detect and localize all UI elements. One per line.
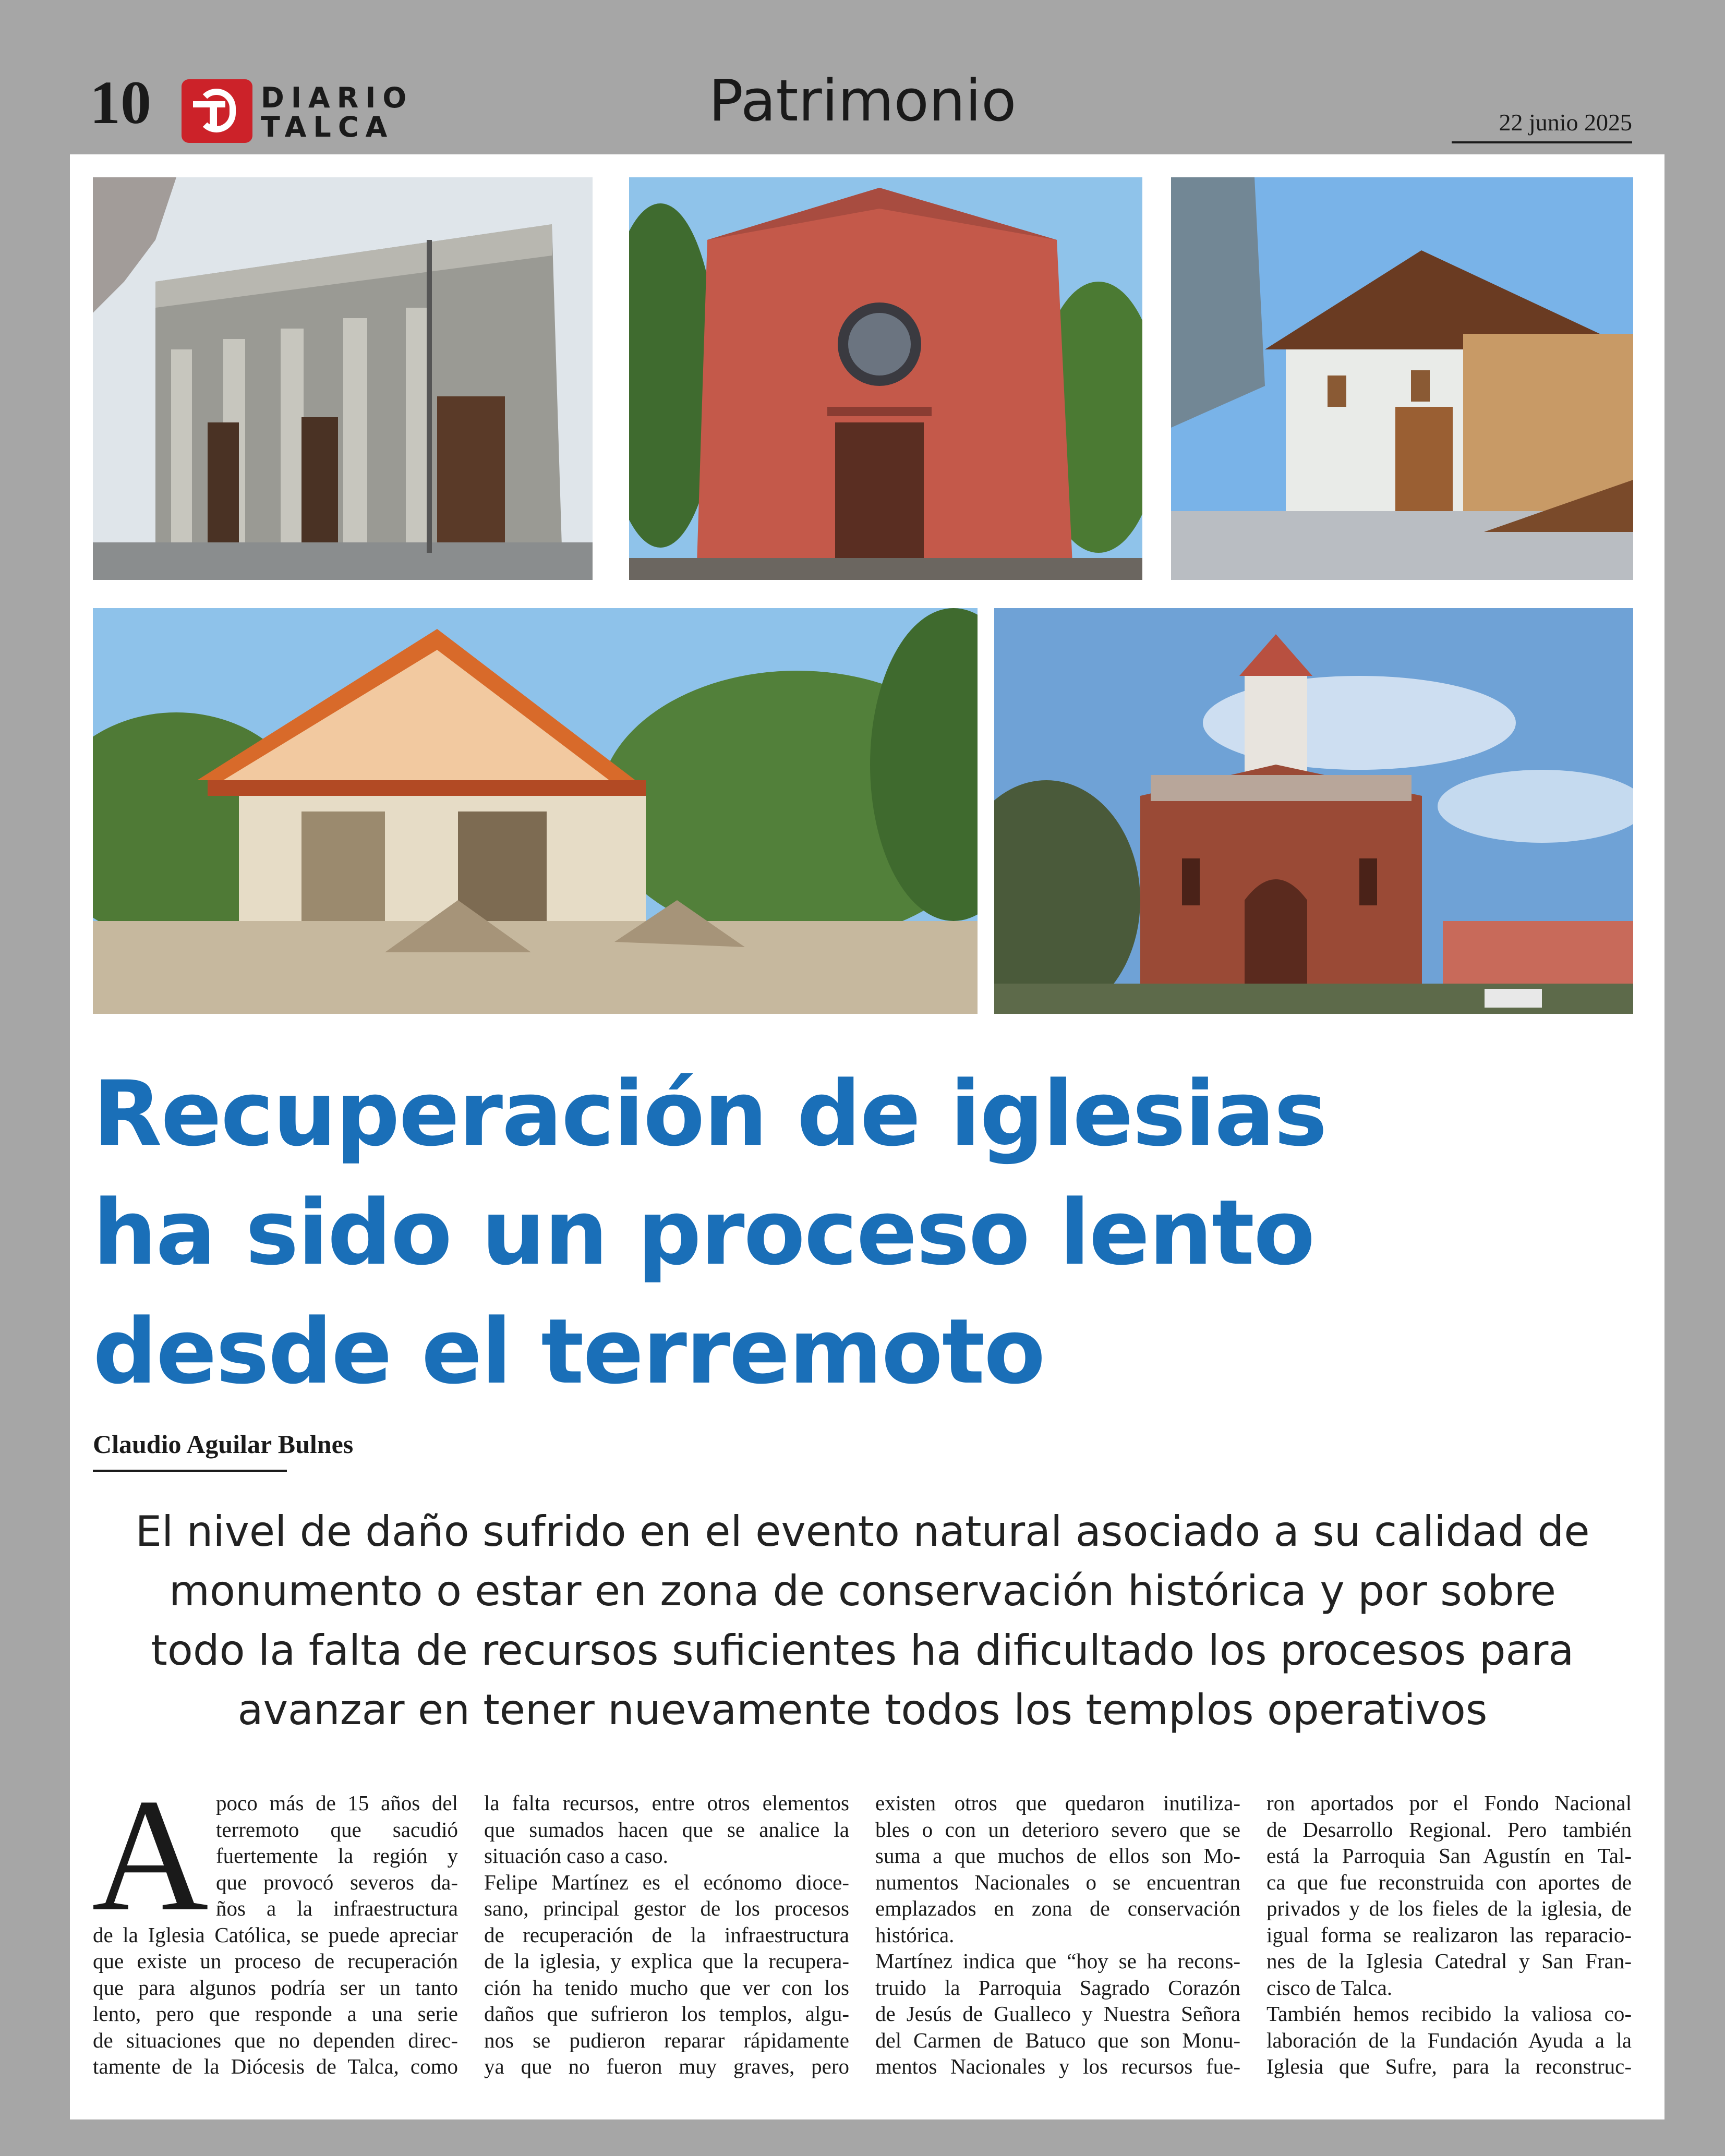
body-line: existen otros que quedaron inutiliza- (875, 1791, 1240, 1815)
body-line: daños que sufrieron los templos, algu- (484, 2002, 849, 2026)
body-line: que sumados hacen que se analice la (484, 1817, 849, 1842)
body-line: histórica. (875, 1922, 955, 1947)
body-column-4 (1266, 1790, 1632, 2080)
logo-line-2: TALCA (261, 111, 394, 143)
logo-line-1: DIARIO (261, 81, 414, 114)
body-line: emplazados en zona de conservación (875, 1896, 1240, 1920)
lead-line: El nivel de daño sufrido en el evento natural asociado a su calidad de (135, 1507, 1590, 1556)
body-line: que existe un proceso de recuperación (93, 1949, 458, 1973)
body-line: ron aportados por el Fondo Nacional (1266, 1791, 1632, 1815)
neoclassical-church-photo (93, 177, 593, 580)
body-line: ca que fue reconstruida con aportes de (1266, 1870, 1632, 1894)
body-line: del Carmen de Batuco que son Monu- (875, 2028, 1240, 2052)
article-headline (93, 1055, 1606, 1411)
body-line: numentos Nacionales o se encuentran (875, 1870, 1240, 1894)
red-chapel-rose-window-photo (629, 177, 1142, 580)
page-number: 10 (90, 68, 151, 137)
body-line: de la Iglesia Católica, se puede apreciar (93, 1922, 458, 1947)
article-lead (93, 1502, 1632, 1740)
body-line: cisco de Talca. (1266, 1975, 1393, 2000)
body-line: terremoto que sacudió (216, 1817, 458, 1842)
church-under-construction-photo (93, 608, 978, 1014)
byline-divider (93, 1470, 287, 1472)
headline-line: Recuperación de iglesias (93, 1061, 1326, 1166)
body-line: tamente de la Diócesis de Talca, como (93, 2054, 458, 2078)
body-line: poco más de 15 años del (216, 1791, 458, 1815)
body-line: privados y de los fieles de la iglesia, de (1266, 1896, 1632, 1920)
body-line: Iglesia que Sufre, para la reconstruc- (1266, 2054, 1632, 2078)
body-line: que para algunos podría ser un tanto (93, 1975, 458, 2000)
body-line: ya que no fueron muy graves, pero (484, 2054, 849, 2078)
body-column-1 (93, 1790, 458, 2080)
author-byline: Claudio Aguilar Bulnes (93, 1430, 354, 1459)
body-column-2 (484, 1790, 849, 2080)
body-line: lento, pero que responde a una serie (93, 2002, 458, 2026)
body-line: Felipe Martínez es el ecónomo dioce- (484, 1870, 849, 1894)
body-line: sano, principal gestor de los procesos (484, 1896, 849, 1920)
body-line: nos se pudieron reparar rápidamente (484, 2028, 849, 2052)
body-line: de Jesús de Gualleco y Nuestra Señora (875, 2002, 1240, 2026)
body-line: También hemos recibido la valiosa co- (1266, 2002, 1632, 2026)
body-line: que provocó severos da- (216, 1870, 458, 1894)
headline-line: desde el terremoto (93, 1299, 1045, 1404)
body-line: ños a la infraestructura (216, 1896, 458, 1920)
body-line: laboración de la Fundación Ayuda a la (1266, 2028, 1632, 2052)
body-line: de situaciones que no dependen direc- (93, 2028, 458, 2052)
body-line: de recuperación de la infraestructura (484, 1922, 849, 1947)
body-line: bles o con un deterioro severo que se (875, 1817, 1240, 1842)
section-title: Patrimonio (708, 67, 1017, 134)
body-line: mentos Nacionales y los recursos fue- (875, 2054, 1240, 2078)
body-line: de Desarrollo Regional. Pero también (1266, 1817, 1632, 1842)
body-line: la falta recursos, entre otros elementos (484, 1791, 849, 1815)
body-line: de la iglesia, y explica que la recupera- (484, 1949, 849, 1973)
body-line: nes de la Iglesia Catedral y San Fran- (1266, 1949, 1632, 1973)
body-line: está la Parroquia San Agustín en Tal- (1266, 1844, 1632, 1868)
body-line: fuertemente la región y (216, 1844, 458, 1868)
issue-date: 22 junio 2025 (1452, 108, 1632, 143)
body-column-3 (875, 1790, 1240, 2080)
restored-white-chapel-photo (1171, 177, 1633, 580)
body-line: Martínez indica que “hoy se ha recons- (875, 1949, 1240, 1973)
body-line: ción ha tenido mucho que ver con los (484, 1975, 849, 2000)
body-line: truido la Parroquia Sagrado Corazón (875, 1975, 1240, 2000)
body-line: suma a que muchos de ellos son Mo- (875, 1844, 1240, 1868)
drop-cap: A (92, 1766, 209, 1945)
body-line: igual forma se realizaron las reparacio- (1266, 1922, 1632, 1947)
headline-line: ha sido un proceso lento (93, 1180, 1314, 1285)
lead-line: monumento o estar en zona de conservación histórica y por sobre (169, 1567, 1556, 1615)
body-line: situación caso a caso. (484, 1844, 668, 1868)
lead-line: todo la falta de recursos suficientes ha dificultado los procesos para (151, 1626, 1574, 1675)
lead-line: avanzar en tener nuevamente todos los templos operativos (237, 1686, 1488, 1734)
brick-gothic-church-photo (994, 608, 1633, 1014)
